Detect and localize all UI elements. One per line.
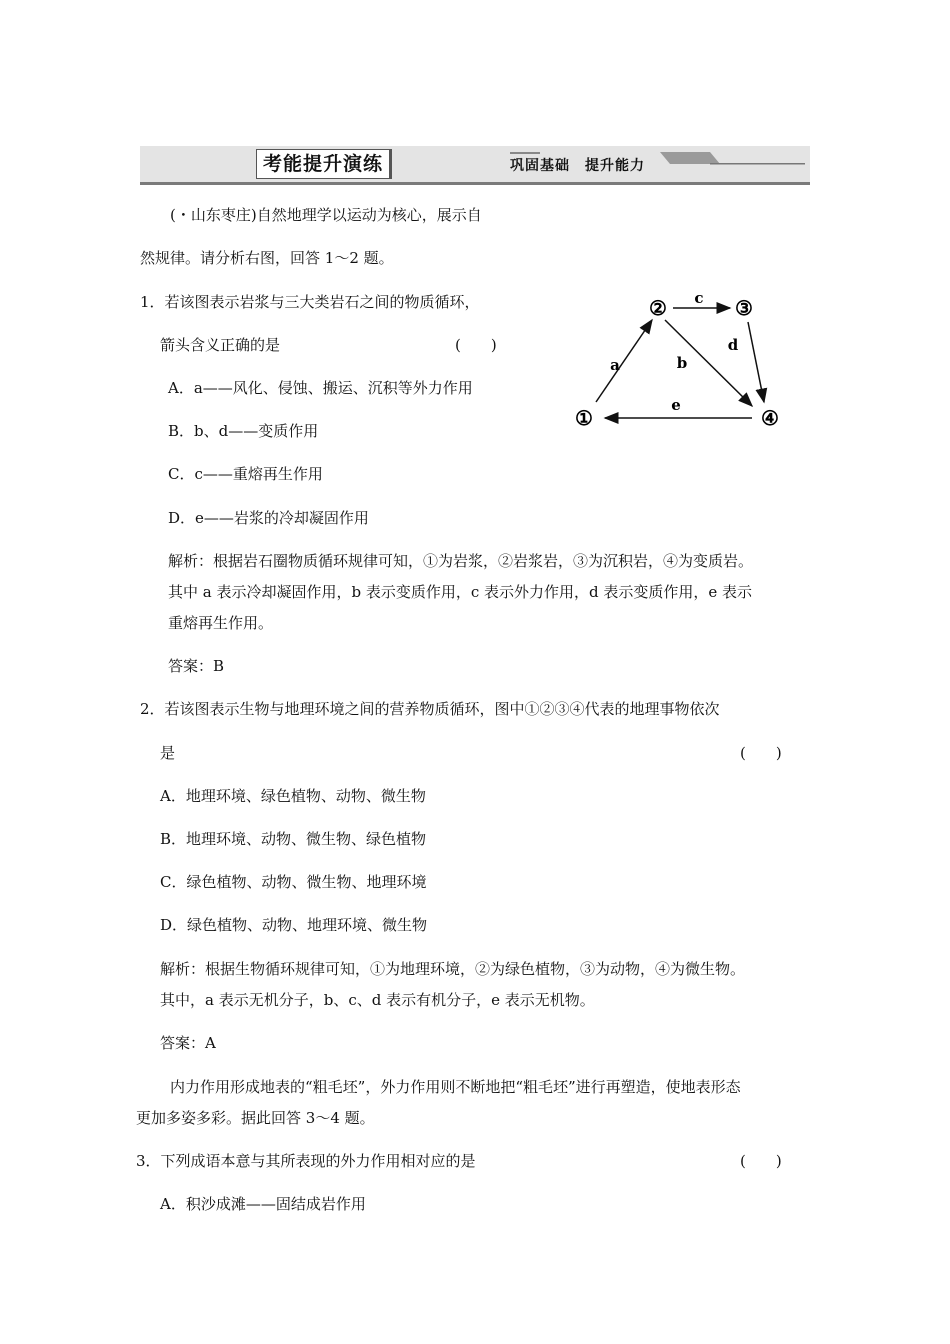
q1-analysis-line-2: 其中 a 表示冷却凝固作用，b 表示变质作用，c 表示外力作用，d 表示变质作用，e 表示 <box>168 583 753 601</box>
intro-line-1: (・山东枣庄)自然地理学以运动为核心，展示自 <box>170 206 482 224</box>
q2-stem-line-1: 2．若该图表示生物与地理环境之间的营养物质循环，图中①②③④代表的地理事物依次 <box>140 700 720 718</box>
rock-cycle-diagram <box>560 290 800 440</box>
node-1: ① <box>575 406 593 430</box>
edge-label-b: b <box>676 354 688 372</box>
q2-analysis-line-1: 解析：根据生物循环规律可知，①为地理环境，②为绿色植物，③为动物，④为微生物。 <box>160 960 746 978</box>
q2-answer-paren: ( ) <box>740 744 782 762</box>
node-2: ② <box>649 296 667 320</box>
edge-label-e: e <box>671 396 681 414</box>
q1-option-b: B．b、d——变质作用 <box>168 422 319 440</box>
q1-analysis-line-1: 解析：根据岩石圈物质循环规律可知，①为岩浆，②岩浆岩，③为沉积岩，④为变质岩。 <box>168 552 754 570</box>
banner-title: 考能提升演练 <box>256 149 392 179</box>
q1-stem-line-2: 箭头含义正确的是 <box>160 336 281 354</box>
q3-stem: 3．下列成语本意与其所表现的外力作用相对应的是 <box>136 1152 476 1170</box>
node-3: ③ <box>735 296 753 320</box>
intro2-line-2: 更加多姿多彩。据此回答 3～4 题。 <box>136 1109 375 1127</box>
q2-analysis-line-2: 其中，a 表示无机分子，b、c、d 表示有机分子，e 表示无机物。 <box>160 991 595 1009</box>
q1-answer: 答案：B <box>168 657 225 675</box>
edge-label-a: a <box>610 356 620 374</box>
q2-option-b: B．地理环境、动物、微生物、绿色植物 <box>160 830 427 848</box>
q3-option-a: A．积沙成滩——固结成岩作用 <box>160 1195 366 1213</box>
edge-d-arrow <box>748 322 764 402</box>
q1-answer-paren: ( ) <box>455 336 497 354</box>
q1-option-d: D．e——岩浆的冷却凝固作用 <box>168 509 369 527</box>
node-4: ④ <box>761 406 779 430</box>
q1-stem-line-1: 1．若该图表示岩浆与三大类岩石之间的物质循环， <box>140 293 480 311</box>
intro-line-2: 然规律。请分析右图，回答 1～2 题。 <box>140 249 394 267</box>
q2-stem-line-2: 是 <box>160 744 176 762</box>
q2-option-c: C．绿色植物、动物、微生物、地理环境 <box>160 873 427 891</box>
banner-subtitle: 巩固基础 提升能力 <box>510 158 645 174</box>
intro2-line-1: 内力作用形成地表的“粗毛坯”，外力作用则不断地把“粗毛坯”进行再塑造，使地表形态 <box>170 1078 741 1096</box>
q2-option-a: A．地理环境、绿色植物、动物、微生物 <box>160 787 426 805</box>
edge-label-d: d <box>727 336 739 354</box>
q1-option-a: A．a——风化、侵蚀、搬运、沉积等外力作用 <box>168 379 473 397</box>
section-banner <box>140 146 810 185</box>
q1-option-c: C．c——重熔再生作用 <box>168 465 323 483</box>
q2-answer: 答案：A <box>160 1034 216 1052</box>
q2-option-d: D．绿色植物、动物、地理环境、微生物 <box>160 916 428 934</box>
edge-a-arrow <box>596 320 652 402</box>
q3-answer-paren: ( ) <box>740 1152 782 1170</box>
edge-label-c: c <box>694 290 704 307</box>
q1-analysis-line-3: 重熔再生作用。 <box>168 614 274 632</box>
